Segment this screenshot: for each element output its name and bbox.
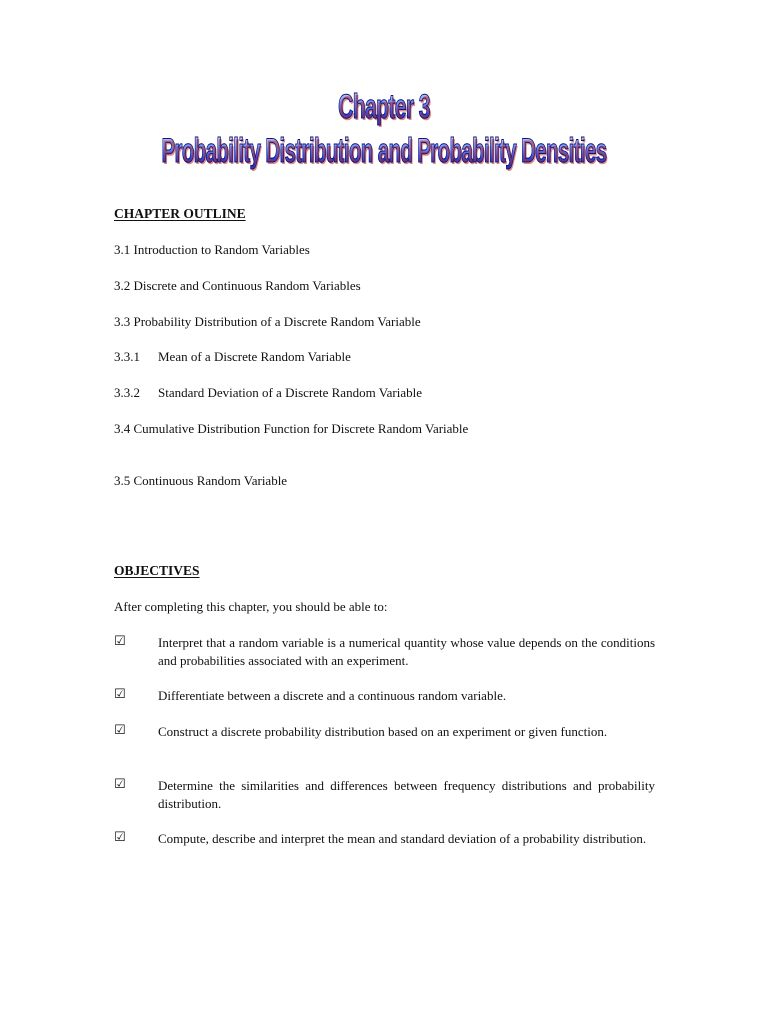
outline-subitem-text: Standard Deviation of a Discrete Random Variable — [158, 385, 423, 400]
outline-item: 3.3 Probability Distribution of a Discrete Random Variable — [114, 314, 421, 329]
outline-item: 3.2 Discrete and Continuous Random Variables — [114, 278, 361, 293]
checkbox-icon: ☑ — [114, 723, 126, 738]
checkbox-icon: ☑ — [114, 830, 126, 845]
objective-text: Compute, describe and interpret the mean and standard deviation of a probability distribution. — [158, 831, 647, 846]
outline-item: 3.1 Introduction to Random Variables — [114, 242, 310, 257]
objective-text: Differentiate between a discrete and a continuous random variable. — [158, 688, 507, 703]
objective-text: Interpret that a random variable is a numerical quantity whose value depends on the conditions and probabilities associated with an experiment. — [158, 635, 655, 668]
objective-text: Construct a discrete probability distribution based on an experiment or given function. — [158, 724, 608, 739]
outline-subitem — [114, 349, 351, 365]
objective-item — [114, 830, 655, 848]
outline-item: 3.5 Continuous Random Variable — [114, 473, 288, 488]
objective-item — [114, 687, 655, 705]
outline-subitem-text: Mean of a Discrete Random Variable — [158, 349, 351, 364]
chapter-title: Chapter 3 — [146, 88, 622, 127]
objectives-heading: OBJECTIVES — [114, 563, 200, 578]
outline-subitem — [114, 385, 422, 401]
checkbox-icon: ☑ — [114, 687, 126, 702]
outline-subitem-number: 3.3.2 — [114, 385, 140, 400]
outline-item: 3.4 Cumulative Distribution Function for Discrete Random Variable — [114, 421, 469, 436]
objective-item — [114, 634, 655, 670]
checkbox-icon: ☑ — [114, 634, 126, 649]
checkbox-icon: ☑ — [114, 777, 126, 792]
outline-subitem-number: 3.3.1 — [114, 349, 140, 364]
objective-item — [114, 723, 655, 741]
outline-heading: CHAPTER OUTLINE — [114, 206, 246, 221]
objective-text: Determine the similarities and differences between frequency distributions and probability distribution. — [158, 778, 655, 811]
chapter-subtitle: Probability Distribution and Probability Densities — [154, 132, 615, 171]
objectives-intro: After completing this chapter, you should be able to: — [114, 599, 388, 614]
objective-item — [114, 777, 655, 813]
